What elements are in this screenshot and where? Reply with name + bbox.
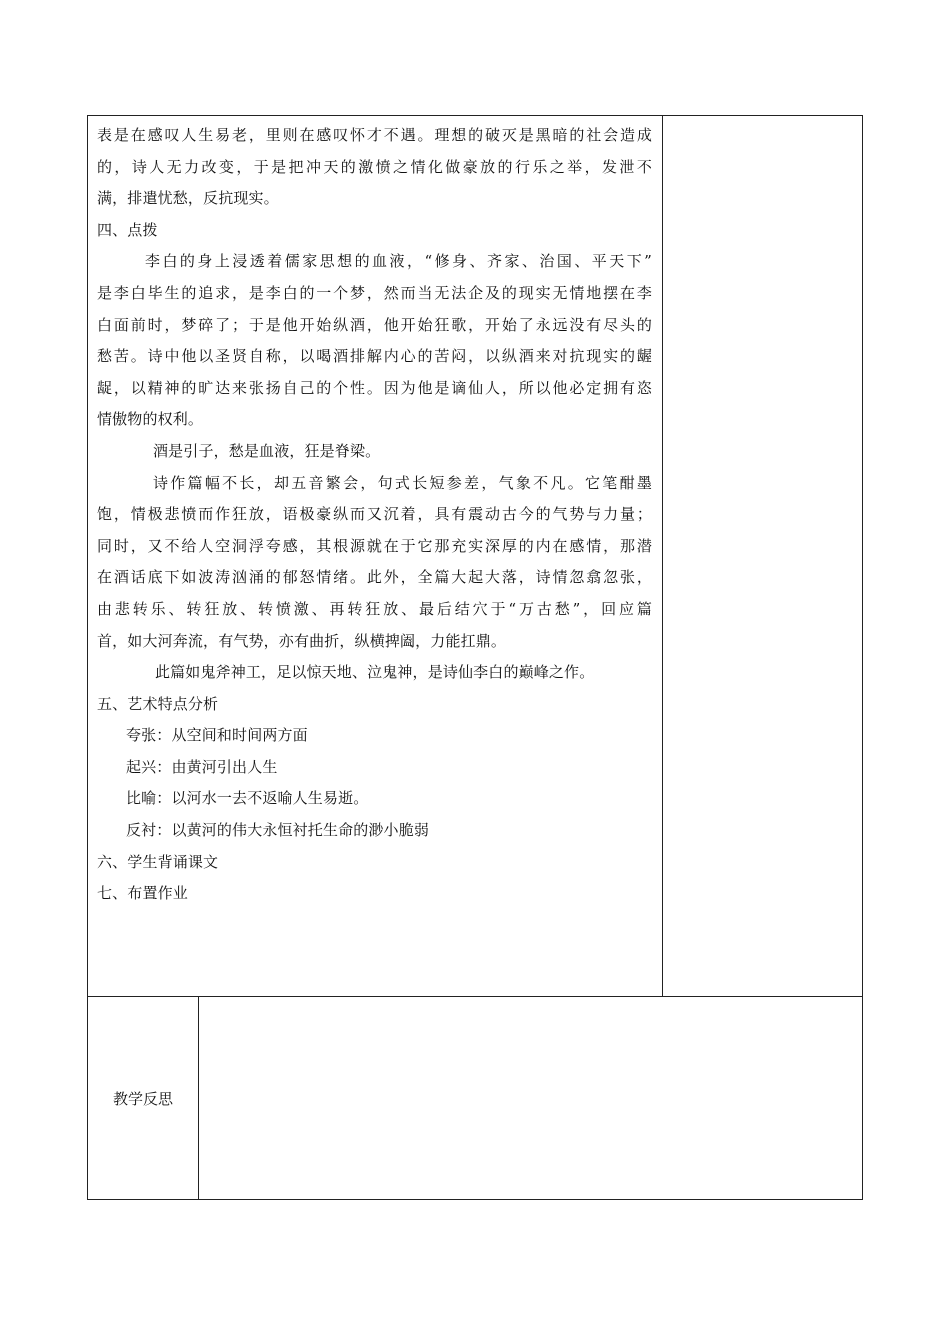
- text-line: 起兴：由黄河引出人生: [126, 757, 278, 776]
- text-line: 李白的身上浸透着儒家思想的血液，“修身、齐家、治国、平天下”: [145, 252, 652, 271]
- reflection-table: [87, 996, 863, 1200]
- text-line: 龊，以精神的旷达来张扬自己的个性。因为他是谪仙人，所以他必定拥有恣: [97, 378, 652, 397]
- section-heading: 六、学生背诵课文: [97, 852, 219, 871]
- section-heading: 五、艺术特点分析: [97, 694, 219, 713]
- text-line: 首，如大河奔流，有气势，亦有曲折，纵横捭阖，力能扛鼎。: [97, 631, 507, 650]
- section-heading: 四、点拨: [97, 220, 158, 239]
- section-heading: 七、布置作业: [97, 884, 188, 903]
- text-line: 诗作篇幅不长，却五音繁会，句式长短参差，气象不凡。它笔酣墨: [153, 473, 652, 492]
- text-line: 反衬：以黄河的伟大永恒衬托生命的渺小脆弱: [126, 821, 430, 840]
- text-line: 在酒话底下如波涛汹涌的郁怒情绪。此外，全篇大起大落，诗情忽翕忽张，: [97, 568, 652, 587]
- text-line: 夸张：从空间和时间两方面: [126, 726, 308, 745]
- text-line: 表是在感叹人生易老，里则在感叹怀才不遇。理想的破灭是黑暗的社会造成: [97, 126, 652, 144]
- text-line: 满，排遣忧愁，反抗现实。: [97, 189, 279, 208]
- text-line: 比喻：以河水一去不返喻人生易逝。: [126, 789, 369, 808]
- text-line: 情傲物的权利。: [97, 410, 204, 429]
- lesson-content-table: [87, 115, 863, 997]
- lesson-text-cell: [97, 120, 652, 910]
- text-line: 饱，情极悲愤而作狂放，语极豪纵而又沉着，具有震动古今的气势与力量；: [97, 505, 652, 524]
- text-line: 愁苦。诗中他以圣贤自称，以喝酒排解内心的苦闷，以纵酒来对抗现实的龌: [97, 347, 652, 366]
- text-line: 是李白毕生的追求，是李白的一个梦，然而当无法企及的现实无情地摆在李: [97, 283, 652, 302]
- text-line: 白面前时，梦碎了；于是他开始纵酒，他开始狂歌，开始了永远没有尽头的: [97, 315, 652, 334]
- text-line: 的，诗人无力改变，于是把冲天的激愤之情化做豪放的行乐之举，发泄不: [97, 157, 652, 176]
- side-notes-cell: [663, 116, 862, 996]
- reflection-label: 教学反思: [112, 1089, 173, 1108]
- text-line: 此篇如鬼斧神工，足以惊天地、泣鬼神，是诗仙李白的巅峰之作。: [155, 663, 595, 682]
- text-line: 酒是引子，愁是血液，狂是脊梁。: [153, 441, 381, 460]
- reflection-content-cell: [199, 997, 862, 1199]
- text-line: 由悲转乐、转狂放、转愤激、再转狂放、最后结穴于“万古愁”，回应篇: [97, 599, 652, 618]
- text-line: 同时，又不给人空洞浮夸感，其根源就在于它那充实深厚的内在感情，那潜: [97, 536, 652, 555]
